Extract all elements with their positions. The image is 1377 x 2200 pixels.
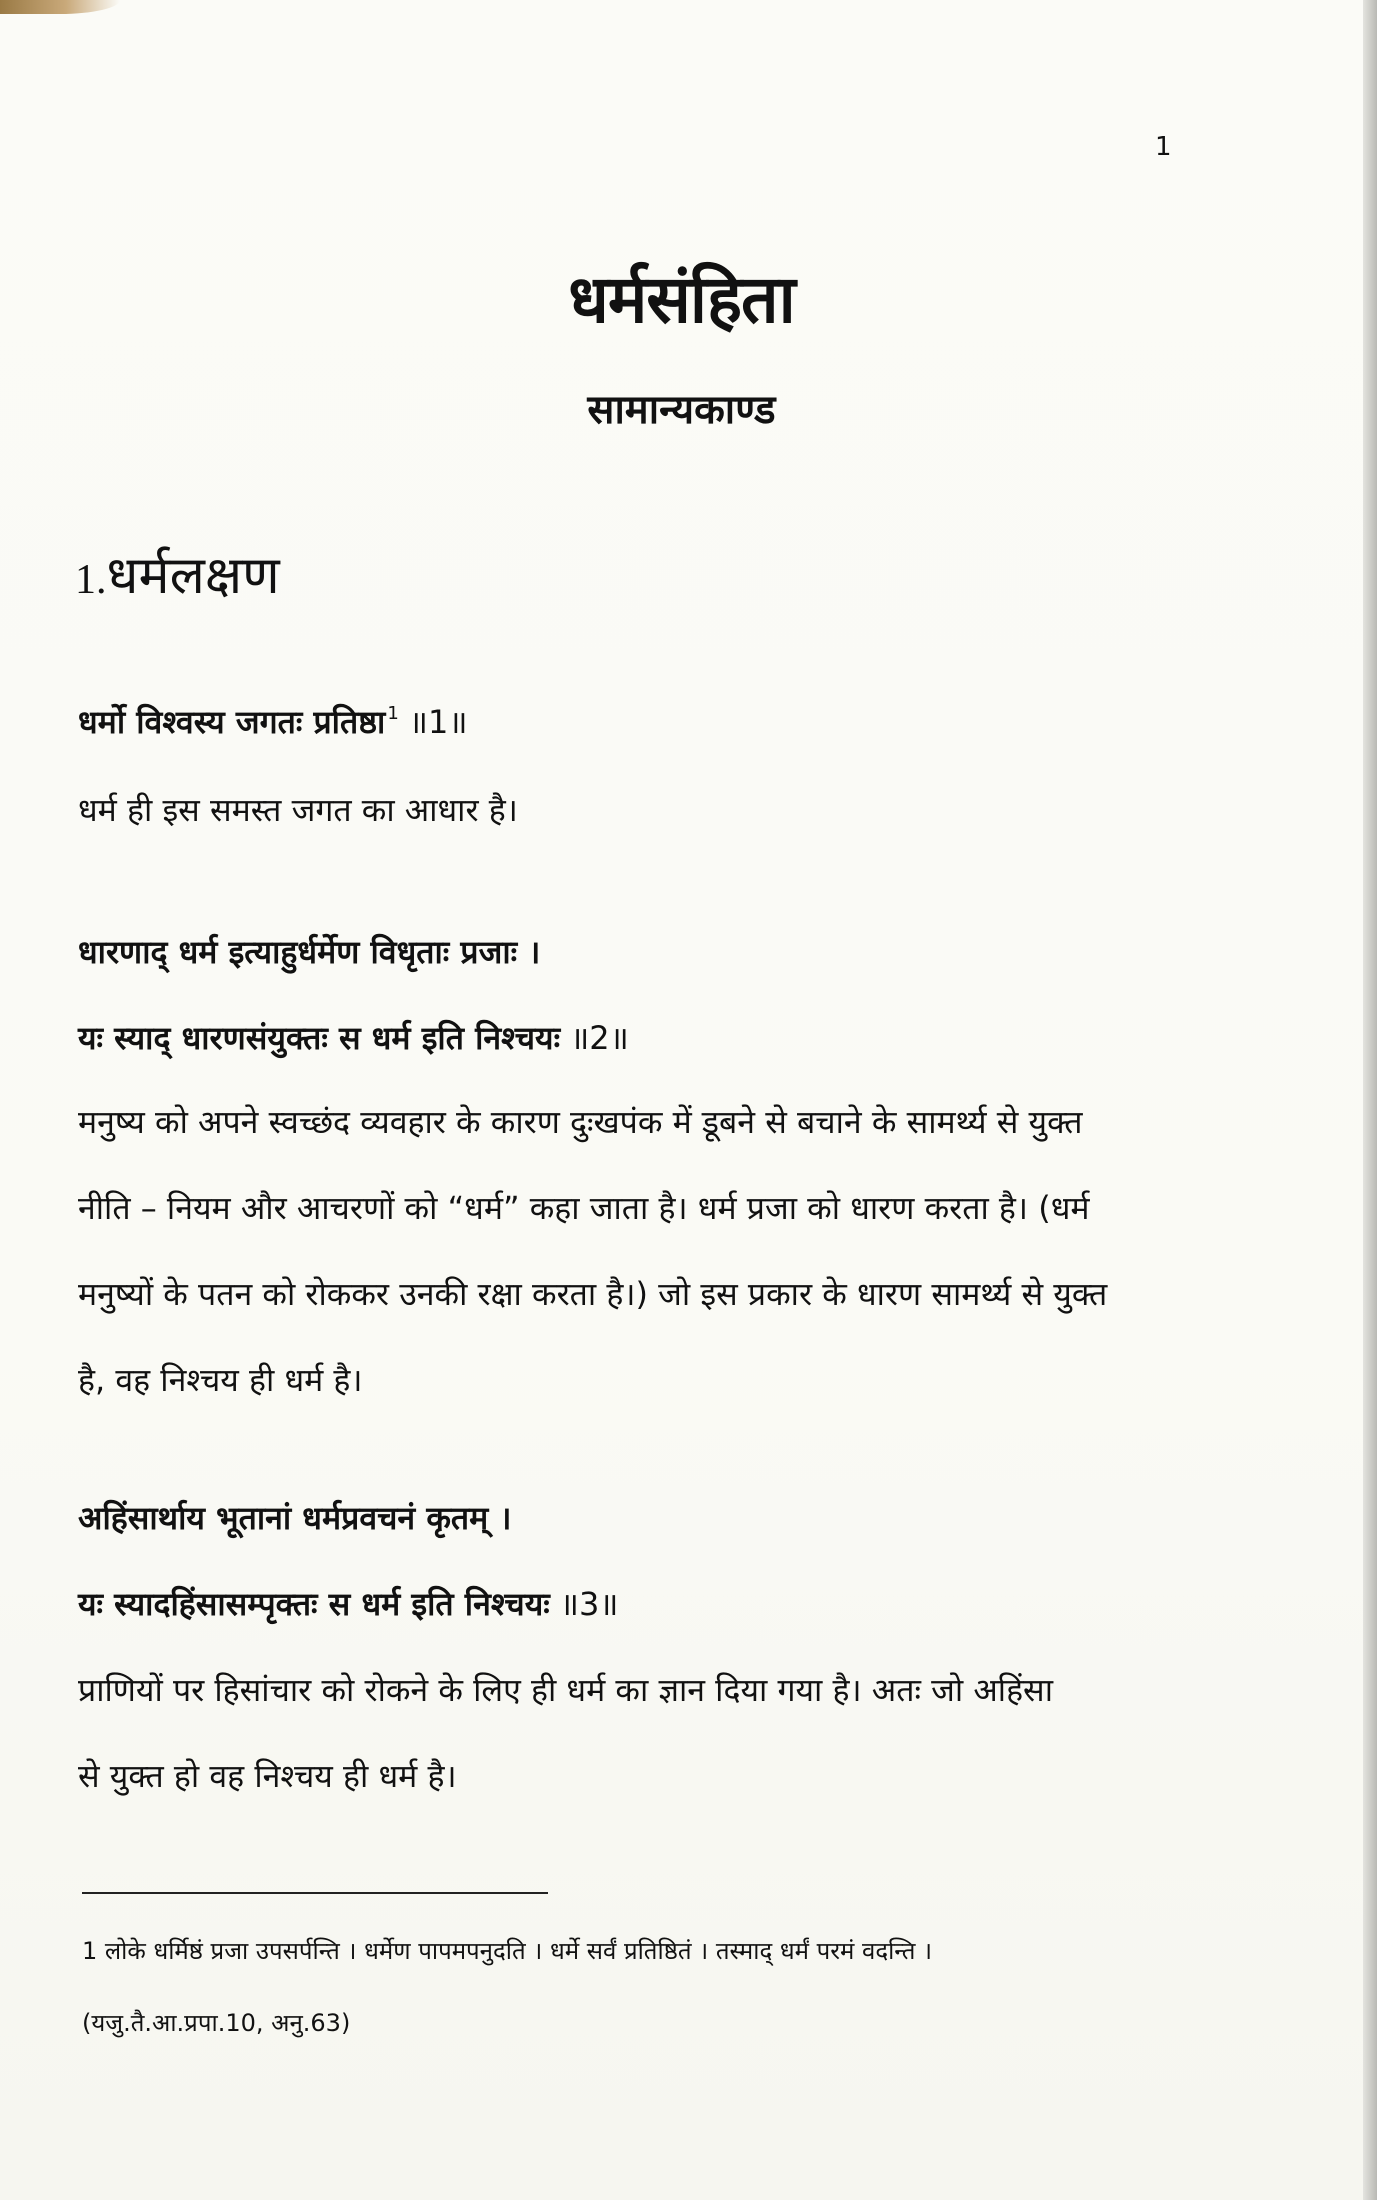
verse-2-translation-line-4: है, वह निश्चय ही धर्म है। xyxy=(78,1361,363,1399)
verse-3-number: ॥3॥ xyxy=(559,1585,619,1623)
verse-3-line-1: अहिंसार्थाय भूतानां धर्मप्रवचनं कृतम् । xyxy=(78,1499,512,1537)
verse-1 xyxy=(78,700,1208,743)
verse-3-line-2 xyxy=(78,1582,1208,1625)
verse-1-number: ॥1॥ xyxy=(408,703,468,741)
verse-2-translation-line-2: नीति – नियम और आचरणों को “धर्म” कहा जाता है। धर्म प्रजा को धारण करता है। (धर्म xyxy=(78,1189,1090,1227)
verse-2-number: ॥2॥ xyxy=(570,1019,629,1057)
verse-2-translation-line-3: मनुष्यों के पतन को रोककर उनकी रक्षा करता है।) जो इस प्रकार के धारण सामर्थ्य से युक्त xyxy=(78,1275,1108,1313)
verse-3-line-2-text: यः स्यादहिंसासम्पृक्तः स धर्म इति निश्चयः xyxy=(78,1585,550,1623)
verse-2-line-2 xyxy=(78,1016,1208,1059)
footnote-line-1: 1 लोके धर्मिष्ठं प्रजा उपसर्पन्ति । धर्मेण पापमपनुदति । धर्मे सर्वं प्रतिष्ठितं । तस्माद् धर्मं परमं वदन्ति । xyxy=(82,1937,933,1965)
section-number: 1. xyxy=(75,557,107,603)
verse-2-line-1: धारणाद् धर्म इत्याहुर्धर्मेण विधृताः प्रजाः । xyxy=(78,933,541,971)
footnote-divider xyxy=(82,1892,548,1894)
page-number: 1 xyxy=(1155,132,1172,162)
verse-2-line-2-text: यः स्याद् धारणसंयुक्तः स धर्म इति निश्चयः xyxy=(78,1019,561,1057)
section-title: धर्मलक्षण xyxy=(106,546,280,606)
page-title: धर्मसंहिता xyxy=(568,261,795,338)
verse-2-translation-line-1: मनुष्य को अपने स्वच्छंद व्यवहार के कारण दुःखपंक में डूबने से बचाने के सामर्थ्य से युक्त xyxy=(78,1103,1083,1141)
verse-3-translation-line-2: से युक्त हो वह निश्चय ही धर्म है। xyxy=(78,1757,457,1795)
verse-1-translation: धर्म ही इस समस्त जगत का आधार है। xyxy=(78,791,518,829)
footnote-line-2: (यजु.तै.आ.प्रपा.10, अनु.63) xyxy=(82,2009,351,2037)
page-edge-shadow xyxy=(1363,0,1377,2200)
footnote-marker: 1 xyxy=(387,703,399,724)
verse-1-text: धर्मो विश्वस्य जगतः प्रतिष्ठा xyxy=(78,703,386,741)
page-corner-shadow xyxy=(0,0,120,14)
verse-3-translation-line-1: प्राणियों पर हिसांचार को रोकने के लिए ही धर्म का ज्ञान दिया गया है। अतः जो अहिंसा xyxy=(78,1671,1053,1709)
page-subtitle: सामान्यकाण्ड xyxy=(587,387,776,433)
section-heading xyxy=(75,538,280,609)
